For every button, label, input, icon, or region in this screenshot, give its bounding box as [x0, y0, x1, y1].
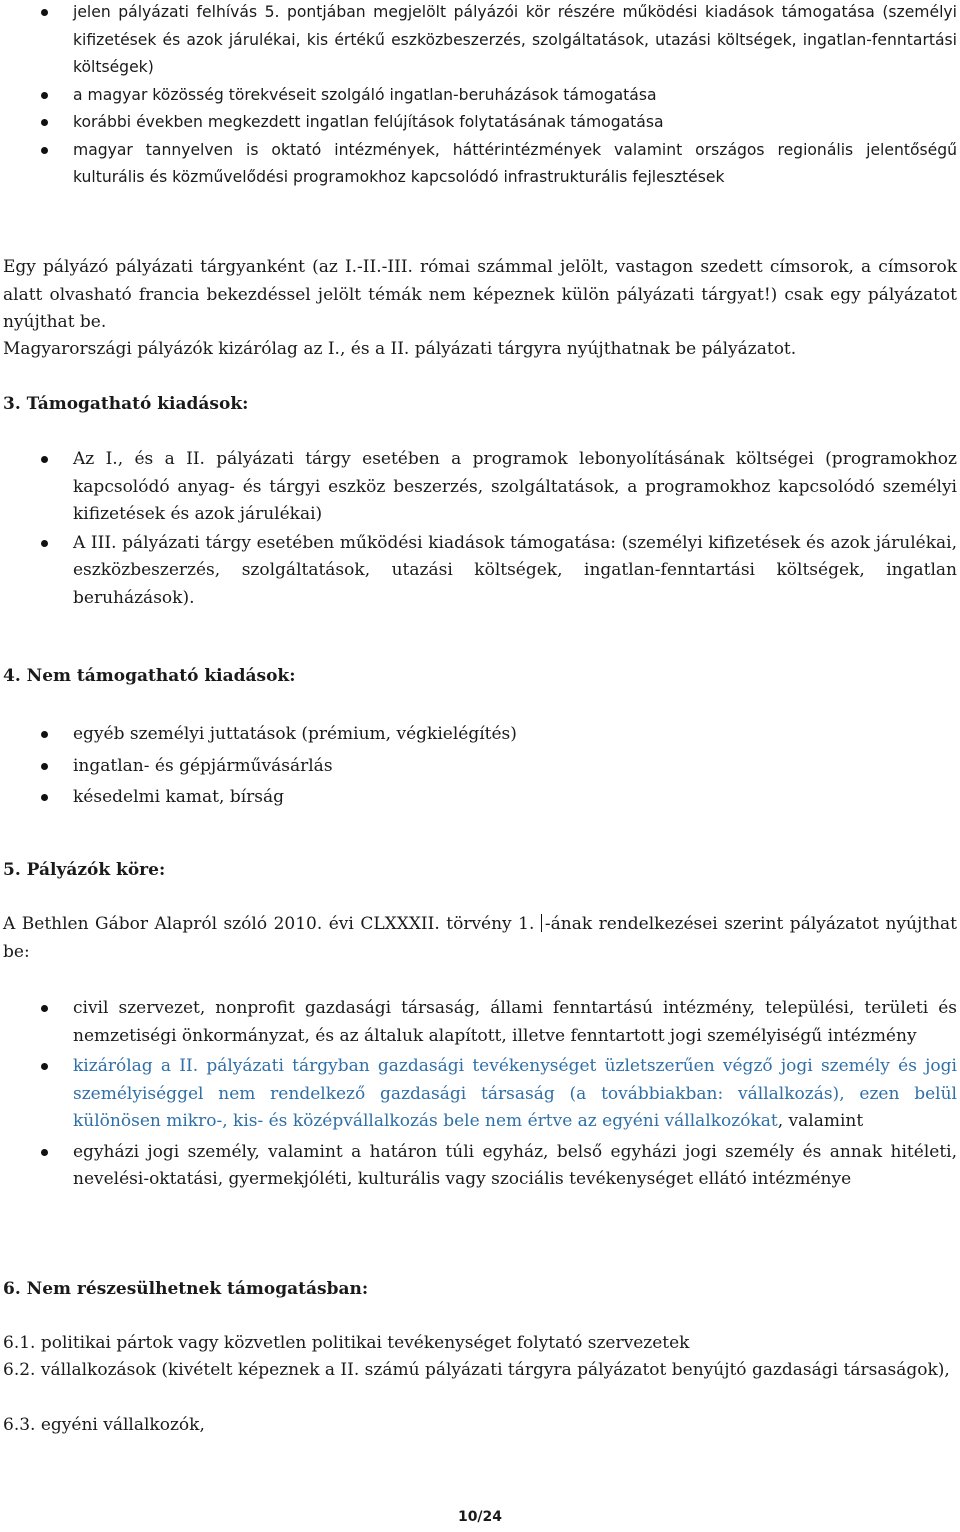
- bullet-icon: [41, 92, 48, 99]
- list-item-text: a magyar közösség törekvéseit szolgáló ingatlan-beruházások támogatása: [73, 85, 657, 104]
- section-5-list: [3, 995, 957, 1194]
- section-4-list: [3, 721, 957, 812]
- list-item-text: civil szervezet, nonprofit gazdasági társaság, állami fenntartású intézmény, települési, területi és nemzetiségi önkormányzat, és az általuk alapított, illetve fenntartott jogi személyiségű intézmény: [73, 998, 957, 1046]
- list-item: [3, 1139, 957, 1194]
- section-3-heading: 3. Támogatható kiadások:: [3, 394, 249, 414]
- section-6-heading: 6. Nem részesülhetnek támogatásban:: [3, 1279, 369, 1299]
- bullet-icon: [41, 119, 48, 126]
- list-item-text: korábbi években megkezdett ingatlan felújítások folytatásának támogatása: [73, 113, 664, 131]
- bullet-icon: [41, 147, 48, 154]
- list-item: [3, 446, 957, 529]
- list-item: [3, 1053, 957, 1136]
- list-item-text: magyar tannyelven is oktató intézmények, háttérintézmények valamint országos regionális jelentőségű kulturális és közművelődési programokhoz kapcsolódó infrastrukturális fejlesztések: [73, 140, 957, 186]
- intro-text-before: A Bethlen Gábor Alapról szóló 2010. évi CLXXXII. törvény 1.: [3, 914, 535, 934]
- list-item: [3, 753, 957, 781]
- section-5-intro: [3, 911, 957, 966]
- bullet-icon: [41, 456, 48, 463]
- list-item-text: jelen pályázati felhívás 5. pontjában megjelölt pályázói kör részére működési kiadások támogatása (személyi kifizetések és azok járulékai, kis értékű eszközbeszerzés, szolgáltatások, utazási költségek, ingatlan-fenntartási költségek): [73, 3, 957, 76]
- page-number: 10/24: [457, 1509, 503, 1525]
- bullet-icon: [41, 1149, 48, 1156]
- list-item: [3, 109, 957, 137]
- bullet-icon: [41, 763, 48, 770]
- section-5-heading: 5. Pályázók köre:: [3, 860, 166, 880]
- list-item-text: egyházi jogi személy, valamint a határon túli egyház, belső egyházi jogi személy és annak hitéleti, nevelési-oktatási, gyermekjóléti, kulturális vagy szociális tevékenységet ellátó intézménye: [73, 1141, 957, 1189]
- bullet-icon: [41, 540, 48, 547]
- list-item: [3, 82, 957, 110]
- section-6-item-2: 6.2. vállalkozások (kivételt képeznek a II. számú pályázati tárgyra pályázatot benyújtó gazdasági társaságok),: [3, 1360, 950, 1380]
- list-item-text-tail: , valamint: [777, 1111, 864, 1131]
- section-6-item-1: 6.1. politikai pártok vagy közvetlen politikai tevékenységet folytató szervezetek: [3, 1333, 690, 1353]
- paragraph-hungarian-applicants: Magyarországi pályázók kizárólag az I., és a II. pályázati tárgyra nyújthatnak be pályázatot.: [3, 339, 797, 359]
- bullet-icon: [41, 731, 48, 738]
- bullet-icon: [41, 1005, 48, 1012]
- bullet-icon: [41, 794, 48, 801]
- paragraph-sign-icon: [541, 914, 542, 932]
- list-item-text: késedelmi kamat, bírság: [73, 787, 285, 807]
- bullet-icon: [41, 1063, 48, 1070]
- section-4-heading: 4. Nem támogatható kiadások:: [3, 666, 296, 686]
- list-item-text: egyéb személyi juttatások (prémium, végkielégítés): [73, 724, 517, 744]
- section-3-list: [3, 446, 957, 612]
- intro-text-after: -ának rendelkezései szerint pályázatot nyújthat be:: [3, 914, 957, 962]
- bullet-icon: [41, 9, 48, 16]
- list-item: [3, 137, 957, 192]
- list-item: [3, 530, 957, 613]
- list-item-text: ingatlan- és gépjárművásárlás: [73, 755, 333, 776]
- list-item-text: Az I., és a II. pályázati tárgy esetében a programok lebonyolításának költségei (programokhoz kapcsolódó anyag- és tárgyi eszköz beszerzés, szolgáltatások, a programokhoz kapcsolódó személyi kifizetések és azok járulékai): [73, 449, 957, 524]
- list-item: [3, 721, 957, 749]
- list-item-highlighted-text: kizárólag a II. pályázati tárgyban gazdasági tevékenységet üzletszerűen végző jogi személy és jogi személyiséggel nem rendelkező gazdasági társaság (a továbbiakban: vállalkozás), ezen belül különösen mikro-, kis- és középvállalkozás bele nem értve az egyéni vállalkozókat: [73, 1056, 957, 1131]
- list-item: [3, 995, 957, 1050]
- top-bullet-list: [3, 0, 957, 192]
- section-6-item-3: 6.3. egyéni vállalkozók,: [3, 1415, 205, 1435]
- paragraph-one-application: Egy pályázó pályázati tárgyanként (az I.-II.-III. római számmal jelölt, vastagon szedett címsorok, a címsorok alatt olvasható francia bekezdéssel jelölt témák nem képeznek külön pályázati tárgyat!) csak egy pályázatot nyújthat be.: [3, 257, 957, 332]
- list-item: [3, 784, 957, 812]
- list-item-text: A III. pályázati tárgy esetében működési kiadások támogatása: (személyi kifizetések és azok járulékai, eszközbeszerzés, szolgáltatások, utazási költségek, ingatlan-fenntartási költségek, ingatlan beruházások).: [73, 532, 957, 608]
- list-item: [3, 0, 957, 82]
